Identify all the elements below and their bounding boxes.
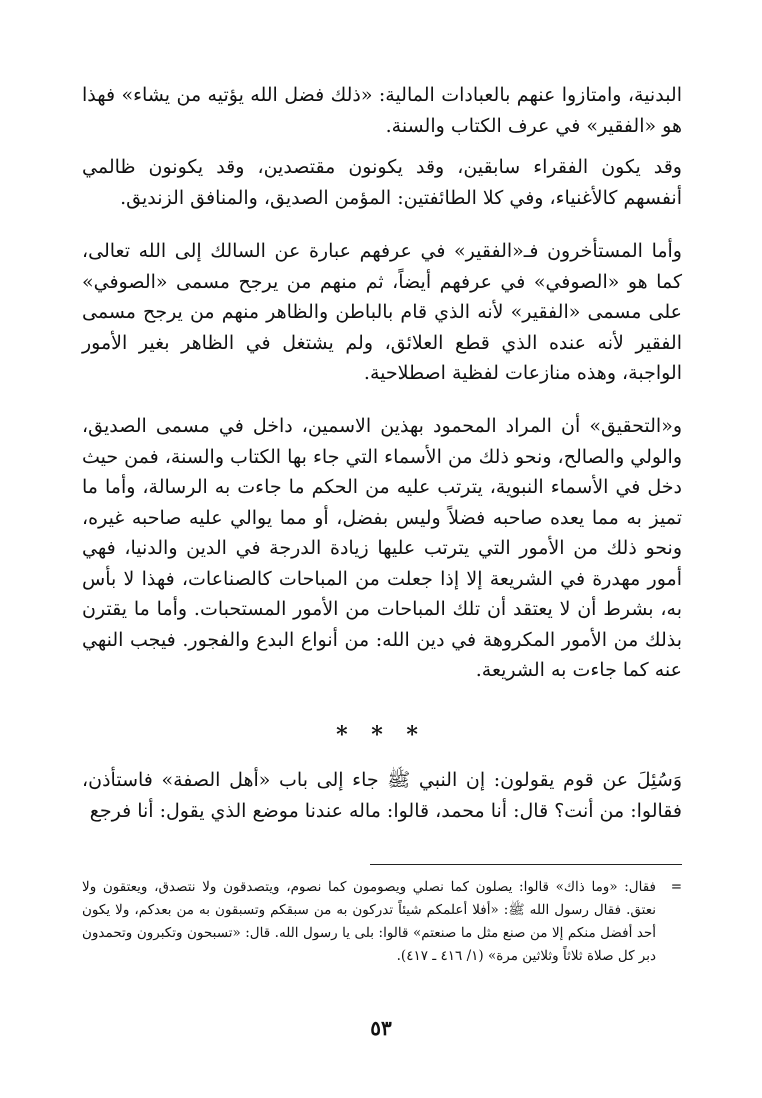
footnote xyxy=(82,876,682,968)
section-separator: * * * xyxy=(336,722,426,748)
paragraph-poor-in-scripture: البدنية، وامتازوا عنهم بالعبادات المالية: «ذلك فضل الله يؤتيه من يشاء» فهذا هو «الفقير» في عرف الكتاب والسنة. xyxy=(82,84,682,137)
paragraph-question: وَسُئِلَ عن قوم يقولون: إن النبي ﷺ جاء إلى باب «أهل الصفة» فاستأذن، فقالوا: من أنت؟ قال: أنا محمد، قالوا: ماله عندنا موضع الذي يقول: أنا فرجع xyxy=(82,769,682,822)
paragraph-verification: و«التحقيق» أن المراد المحمود بهذين الاسمين، داخل في مسمى الصديق، والولي والصالح، ونحو ذلك من الأسماء التي جاء بها الكتاب والسنة، فمن حيث دخل في الأسماء النبوية، يترتب عليه من الحكم ما جاءت به الرسالة، وأما ما تميز به مما يعده صاحبه فضلاً وليس بفضل، أو مما يوالي عليه صاحبه غيره، ونحو ذلك من الأمور التي يترتب عليها زيادة الدرجة في الدين والدنيا، فهي أمور مهدرة في الشريعة إلا إذا جعلت من المباحات كالصناعات، فهذا لا بأس به، بشرط أن لا يعتقد أن تلك المباحات من الأمور المستحبات. وأما ما يقترن بذلك من الأمور المكروهة في دين الله: من أنواع البدع والفجور. فيجب النهي عنه كما جاءت به الشريعة. xyxy=(82,415,682,681)
paragraph-types-of-poor: وقد يكون الفقراء سابقين، وقد يكونون مقتصدين، وقد يكونون ظالمي أنفسهم كالأغنياء، وفي كلا الطائفتين: المؤمن الصديق، والمنافق الزنديق. xyxy=(82,156,682,209)
footnote-continuation-marker: = xyxy=(670,879,682,895)
paragraph-later-usage: وأما المستأخرون فـ«الفقير» في عرفهم عبارة عن السالك إلى الله تعالى، كما هو «الصوفي» في عرفهم أيضاً، ثم منهم من يرجح مسمى «الصوفي» على مسمى «الفقير» لأنه الذي قام بالباطن والظاهر منهم من يرجح مسمى الفقير لأنه عنده الذي قطع العلائق، ولم يشتغل في الظاهر بغير الأمور الواجبة، وهذه منازعات لفظية اصطلاحية. xyxy=(82,240,682,384)
footnote-divider xyxy=(370,864,682,865)
footnote-text: فقال: «وما ذاك» قالوا: يصلون كما نصلي ويصومون كما نصوم، ويتصدقون ولا نتصدق، ويعتقون ولا نعتق. فقال رسول الله ﷺ: «أفلا أعلمكم شيئاً تدركون به من سبقكم وتسبقون به من بعدكم، ولا يكون أحد أفضل منكم إلا من صنع مثل ما صنعتم» قالوا: بلى يا رسول الله. قال: «تسبحون وتكبرون وتحمدون دبر كل صلاة ثلاثاً وثلاثين مرة» (١/ ٤١٦ ـ ٤١٧). xyxy=(82,879,656,964)
page-number: ٥٣ xyxy=(370,1016,392,1040)
